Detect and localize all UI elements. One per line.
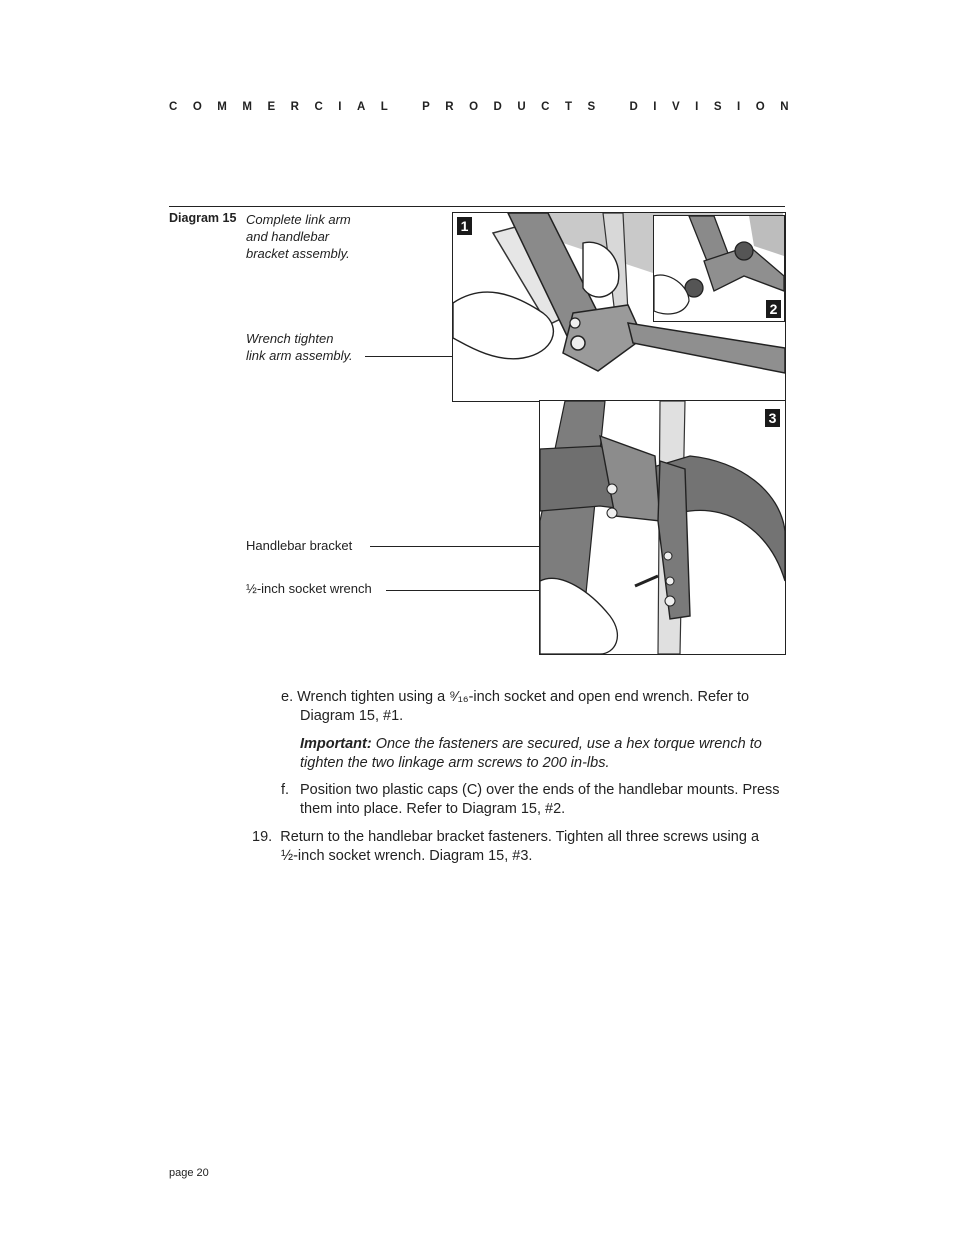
diagram-label: Diagram 15 (169, 211, 237, 225)
step-19-text-1: Return to the handlebar bracket fasteners. Tighten all three screws using a (280, 829, 760, 845)
header-letter: R (290, 101, 300, 113)
header-letter: C (314, 101, 324, 113)
header-letter: O (469, 101, 479, 113)
header-letter: P (422, 101, 431, 113)
handlebar-bracket-illustration (540, 401, 785, 654)
caption-line: Complete link arm (246, 212, 351, 227)
header-letter: L (380, 101, 389, 113)
header-letter: I (695, 101, 699, 113)
header-letter: S (587, 101, 596, 113)
header-letter: R (445, 101, 455, 113)
illustration-panel-2 (653, 215, 785, 322)
header-letter: O (755, 101, 766, 113)
header-letter: N (780, 101, 789, 113)
header-word (422, 101, 596, 113)
header-letter: D (493, 101, 503, 113)
step-f-text: Position two plastic caps (C) over the ends of the handlebar mounts. Press them into place. Refer to Diagram 15, #2. (300, 782, 780, 817)
step-marker: e. (281, 689, 294, 705)
step-19 (252, 828, 786, 866)
callout-line: link arm assembly. (246, 348, 353, 363)
illustration-panel-1 (452, 212, 786, 402)
header-word (169, 101, 388, 113)
handlebar-bracket-callout: Handlebar bracket (246, 538, 353, 553)
header-letter: S (713, 101, 723, 113)
step-number: 19. (252, 829, 273, 845)
header-letter: C (169, 101, 178, 113)
header-letter: I (653, 101, 657, 113)
important-label: Important: (300, 736, 372, 752)
header-letter: U (517, 101, 527, 113)
wrench-callout (246, 330, 353, 364)
header-letter: I (338, 101, 342, 113)
caption-line: bracket assembly. (246, 246, 350, 261)
header-letter: M (242, 101, 253, 113)
important-note (300, 735, 786, 773)
diagram-caption (246, 211, 351, 262)
page-number: page 20 (169, 1167, 209, 1179)
callout-line: Wrench tighten (246, 331, 334, 346)
header-letter: C (541, 101, 550, 113)
header-letter: V (671, 101, 681, 113)
header-letter: D (629, 101, 639, 113)
section-rule (169, 206, 785, 207)
panel-number-2: 2 (766, 300, 781, 318)
plastic-caps-illustration (654, 216, 784, 321)
running-header (169, 101, 789, 113)
header-letter: M (217, 101, 228, 113)
step-e (281, 688, 786, 726)
step-f (281, 781, 786, 819)
socket-wrench-callout: ½-inch socket wrench (246, 581, 372, 596)
header-letter: T (564, 101, 573, 113)
step-e-text-2: Diagram 15, #1. (300, 708, 404, 724)
header-letter: E (267, 101, 276, 113)
step-marker: f. (281, 782, 290, 798)
step-19-text-2: ½-inch socket wrench. Diagram 15, #3. (281, 848, 533, 864)
panel-number-1: 1 (457, 217, 472, 235)
step-e-text-1: Wrench tighten using a ⁹⁄₁₆-inch socket and open end wrench. Refer to (297, 689, 750, 705)
important-text: Once the fasteners are secured, use a hex torque wrench to tighten the two linkage arm screws to 200 in-lbs. (300, 736, 762, 771)
header-word (629, 101, 789, 113)
illustration-panel-3 (539, 400, 786, 655)
header-letter: I (737, 101, 741, 113)
division-title (169, 101, 789, 113)
header-letter: O (192, 101, 203, 113)
caption-line: and handlebar (246, 229, 330, 244)
panel-number-3: 3 (765, 409, 780, 427)
header-letter: A (356, 101, 366, 113)
